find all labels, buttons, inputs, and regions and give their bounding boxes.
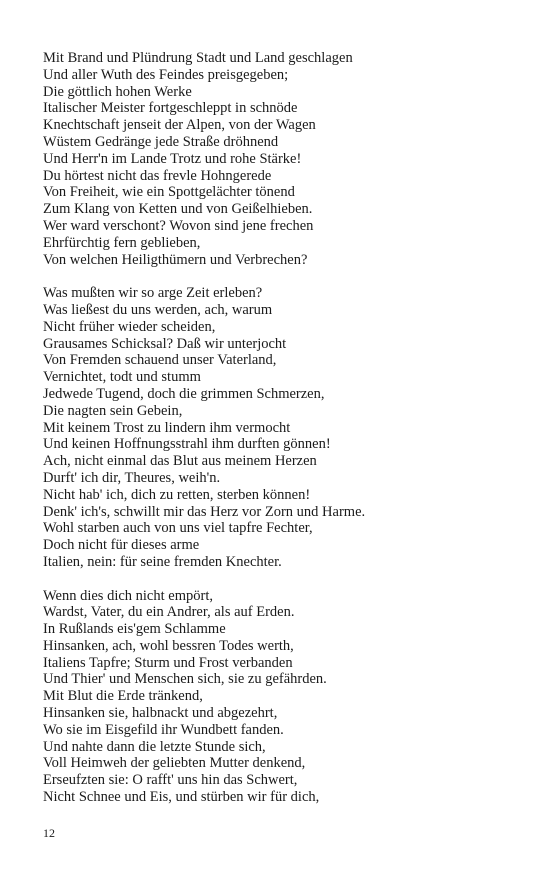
- verse-line: Die göttlich hohen Werke: [43, 83, 192, 100]
- verse-line: Was ließest du uns werden, ach, warum: [43, 301, 273, 318]
- verse-line: Wenn dies dich nicht empört,: [43, 587, 213, 604]
- verse-line: Und aller Wuth des Feindes preisgegeben;: [43, 66, 289, 83]
- verse-line: Wardst, Vater, du ein Andrer, als auf Erden.: [43, 604, 295, 621]
- verse-line: Grausames Schicksal? Daß wir unterjocht: [43, 335, 287, 352]
- verse-line: Nicht früher wieder scheiden,: [43, 318, 216, 335]
- verse-line: Voll Heimweh der geliebten Mutter denkend,: [43, 755, 306, 772]
- verse-line: Doch nicht für dieses arme: [43, 537, 200, 554]
- verse-line: Nicht Schnee und Eis, und stürben wir für dich,: [43, 789, 320, 806]
- verse-line: Und nahte dann die letzte Stunde sich,: [43, 738, 266, 755]
- verse-line: Durft' ich dir, Theures, weih'n.: [43, 469, 221, 486]
- verse-line: Vernichtet, todt und stumm: [43, 369, 201, 386]
- verse-line: Von Freiheit, wie ein Spottgelächter tönend: [43, 184, 295, 201]
- verse-line: Denk' ich's, schwillt mir das Herz vor Zorn und Harme.: [43, 503, 366, 520]
- verse-line: Und keinen Hoffnungsstrahl ihm durften gönnen!: [43, 436, 331, 453]
- stanza-1: [43, 50, 523, 268]
- verse-line: Du hörtest nicht das frevle Hohngerede: [43, 167, 272, 184]
- verse-line: Nicht hab' ich, dich zu retten, sterben können!: [43, 486, 311, 503]
- verse-line: Italiens Tapfre; Sturm und Frost verbanden: [43, 654, 293, 671]
- poem-body: [43, 50, 523, 806]
- verse-line: Wo sie im Eisgefild ihr Wundbett fanden.: [43, 721, 284, 738]
- verse-line: Wohl starben auch von uns viel tapfre Fechter,: [43, 520, 313, 537]
- verse-line: Ach, nicht einmal das Blut aus meinem Herzen: [43, 453, 317, 470]
- verse-line: Wer ward verschont? Wovon sind jene frechen: [43, 217, 314, 234]
- verse-line: Hinsanken sie, halbnackt und abgezehrt,: [43, 705, 278, 722]
- verse-line: Und Herr'n im Lande Trotz und rohe Stärke!: [43, 150, 302, 167]
- verse-line: Knechtschaft jenseit der Alpen, von der Wagen: [43, 117, 316, 134]
- verse-line: Und Thier' und Menschen sich, sie zu gefährden.: [43, 671, 327, 688]
- verse-line: Italien, nein: für seine fremden Knechter.: [43, 553, 282, 570]
- verse-line: Mit Brand und Plündrung Stadt und Land geschlagen: [43, 50, 353, 66]
- verse-line: Mit keinem Trost zu lindern ihm vermocht: [43, 419, 291, 436]
- verse-line: Erseufzten sie: O rafft' uns hin das Schwert,: [43, 772, 298, 789]
- verse-line: Die nagten sein Gebein,: [43, 402, 183, 419]
- verse-line: Von Fremden schauend unser Vaterland,: [43, 352, 277, 369]
- verse-line: Jedwede Tugend, doch die grimmen Schmerzen,: [43, 385, 325, 402]
- stanza-3: [43, 588, 523, 806]
- verse-line: Wüstem Gedränge jede Straße dröhnend: [43, 133, 279, 150]
- verse-line: Mit Blut die Erde tränkend,: [43, 688, 203, 705]
- verse-line: Was mußten wir so arge Zeit erleben?: [43, 285, 263, 302]
- page-number: 12: [43, 826, 55, 840]
- verse-line: Zum Klang von Ketten und von Geißelhieben.: [43, 201, 313, 218]
- verse-line: Von welchen Heiligthümern und Verbrechen?: [43, 251, 308, 268]
- stanza-2: [43, 285, 523, 571]
- verse-line: Hinsanken, ach, wohl bessren Todes werth,: [43, 637, 294, 654]
- verse-line: Italischer Meister fortgeschleppt in schnöde: [43, 100, 298, 117]
- verse-line: Ehrfürchtig fern geblieben,: [43, 234, 201, 251]
- verse-line: In Rußlands eis'gem Schlamme: [43, 621, 226, 638]
